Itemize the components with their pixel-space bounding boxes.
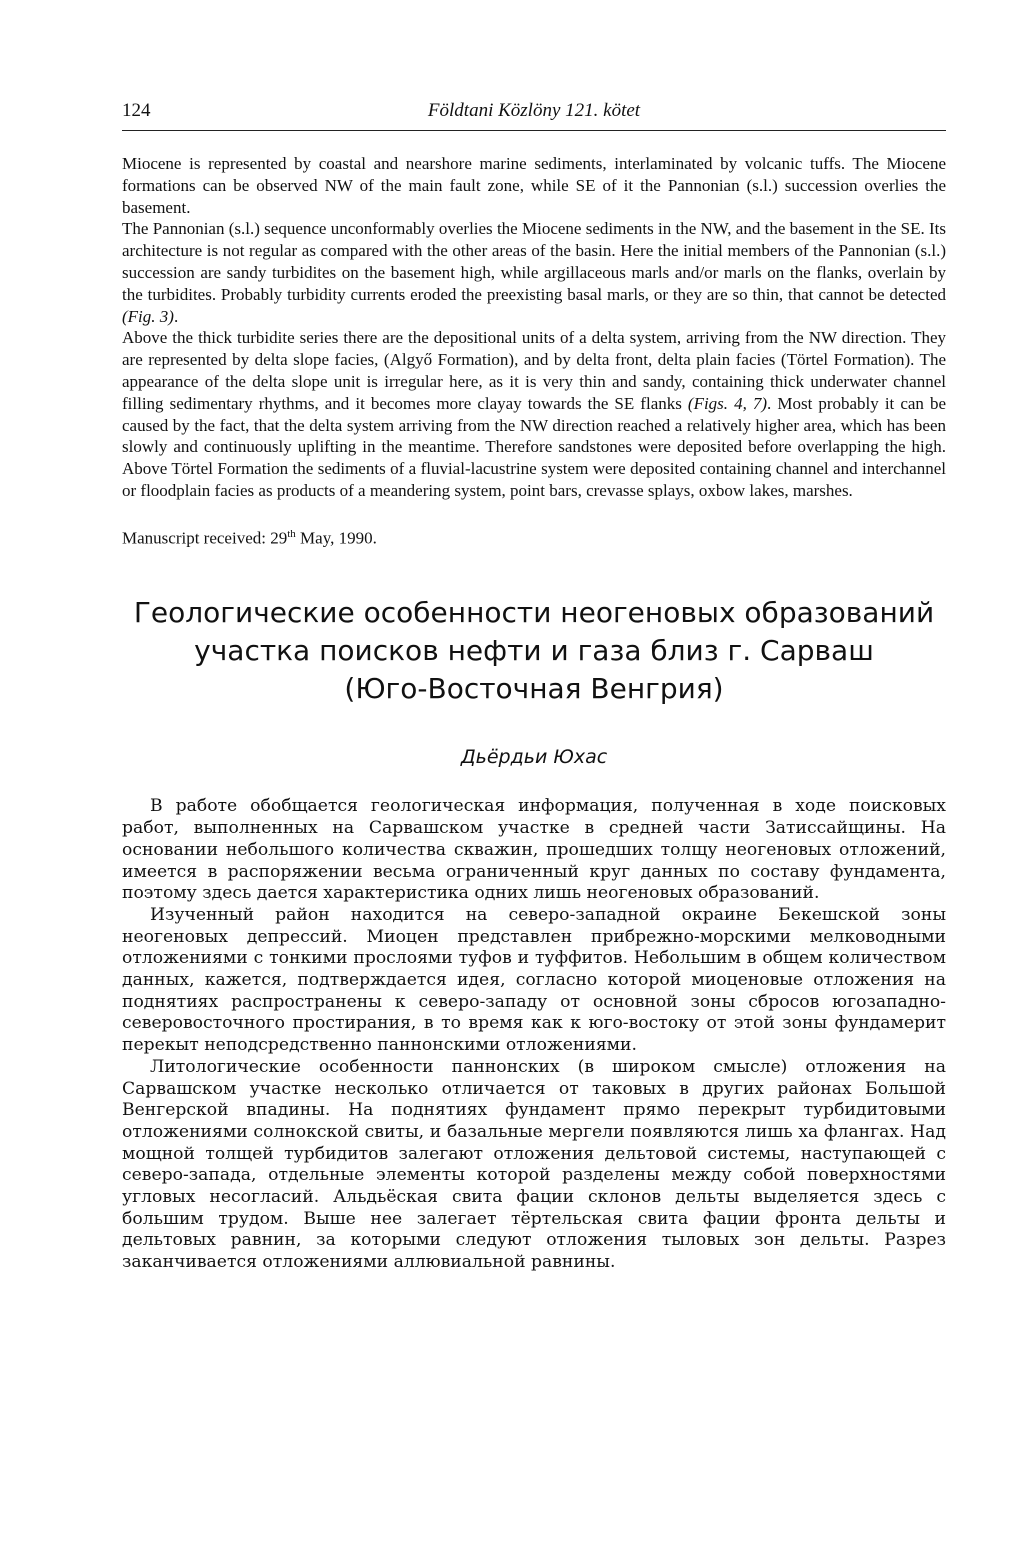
english-text — [122, 153, 946, 502]
running-header — [122, 96, 946, 131]
russian-paragraph-3: Литологические особенности паннонских (в широком смысле) отложения на Сарвашском участке несколько отличается от таковых в других районах Большой Венгерской впадины. На поднятиях фундамент прямо перекрыт турбидитовыми отложениями солнокской свиты, и базальные мергели появляются лишь ха флангах. Над мощной толщей турбидитов залегают отложения дельтовой системы, наступающей с северо-запада, отдельные элементы которой разделены между собой поверхностями угловых несогласий. Альдьёская свита фации склонов дельты выделяется здесь с большим трудом. Выше нее залегает тёртельская свита фации фронта дельты и дельтовых равнин, за которыми следуют отложения тыловых зон дельты. Разрез заканчивается отложениями аллювиальной равнины. — [122, 1056, 946, 1273]
russian-author: Дьёрдьи Юхас — [460, 746, 608, 769]
page-number: 124 — [122, 100, 151, 121]
journal-title: Földtani Közlöny 121. kötet — [427, 100, 641, 121]
russian-paragraph-1: В работе обобщается геологическая информация, полученная в ходе поисковых работ, выполненных на Сарвашском участке в средней части Затиссайщины. На основании небольшого количества скважин, прошедших толщу неогеновых отложений, имеется в распоряжении весьма ограниченный круг данных по составу фундамента, поэтому здесь дается характеристика одних лишь неогеновых образований. — [122, 796, 946, 904]
russian-title — [122, 594, 946, 708]
russian-title-line-2: участка поисков нефти и газа близ г. Сарваш — [194, 634, 874, 668]
figures-reference: (Figs. 4, 7) — [687, 393, 768, 413]
received-label: Manuscript received: 29 — [122, 528, 288, 548]
figure-reference: (Fig. 3) — [122, 306, 174, 326]
russian-abstract — [122, 796, 946, 1273]
russian-title-line-1: Геологические особенности неогеновых образований — [133, 596, 935, 630]
received-date: May, 1990. — [295, 528, 377, 548]
russian-title-line-3: (Юго-Восточная Венгрия) — [344, 672, 724, 706]
english-paragraph-3 — [122, 327, 946, 501]
english-paragraph-2-text: The Pannonian (s.l.) sequence unconformably overlies the Miocene sediments in the NW, and the basement in the SE. Its architecture is not regular as compared with the other areas of the basin. Here the initial members of the Pannonian (s.l.) succession are sandy turbidites on the basement high, while argillaceous marls and/or marls on the flanks, overlain by the turbidites. Probably turbidity currents eroded the preexisting basal marls, or they are so thin, that cannot be detected — [122, 219, 946, 304]
english-paragraph-2-end: . — [173, 306, 179, 326]
document-page — [122, 96, 946, 1274]
received-superscript: th — [287, 527, 296, 540]
english-paragraph-2 — [122, 218, 946, 327]
manuscript-received — [122, 528, 946, 549]
russian-paragraph-2: Изученный район находится на северо-западной окраине Бекешской зоны неогеновых депрессий. Миоцен представлен прибрежно-морскими мелководными отложениями с тонкими прослоями туфов и туффитов. Небольшим в общем количеством данных, кажется, подтверждается идея, согласно которой миоценовые отложения на поднятиях распространены к северо-западу от основной зоны сбросов югозападно-северовосточного простирания, в то время как к юго-востоку от этой зоны фундамерит перекыт неподсредственно паннонскими отложениями. — [122, 904, 946, 1056]
english-paragraph-1: Miocene is represented by coastal and nearshore marine sediments, interlaminated by volcanic tuffs. The Miocene formations can be observed NW of the main fault zone, while SE of it the Pannonian (s.l.) succession overlies the basement. — [122, 154, 946, 217]
english-paragraph-3-text-a: Above the thick turbidite series there are the depositional units of a delta system, arriving from the NW direction. They are represented by delta slope facies, (Algyő Formation), and by delta front, delta plain facies (Törtel Formation). The appearance of the delta slope unit is irregular here, as it is very thin and sandy, containing thick underwater channel filling sedimentary rhythms, and it becomes more clayay towards the SE flanks — [122, 328, 946, 413]
english-paragraph-3-text-b: . Most probably it can be caused by the fact, that the delta system arriving from the NW direction reached a relatively higher area, which has been slowly and continuously uplifting in the meantime. Therefore sandstones were deposited before overlapping the high. Above Törtel Formation the sediments of a fluvial-lacustrine system were deposited containing channel and interchannel or floodplain facies as products of a meandering system, point bars, crevasse splays, oxbow lakes, marshes. — [122, 393, 946, 500]
